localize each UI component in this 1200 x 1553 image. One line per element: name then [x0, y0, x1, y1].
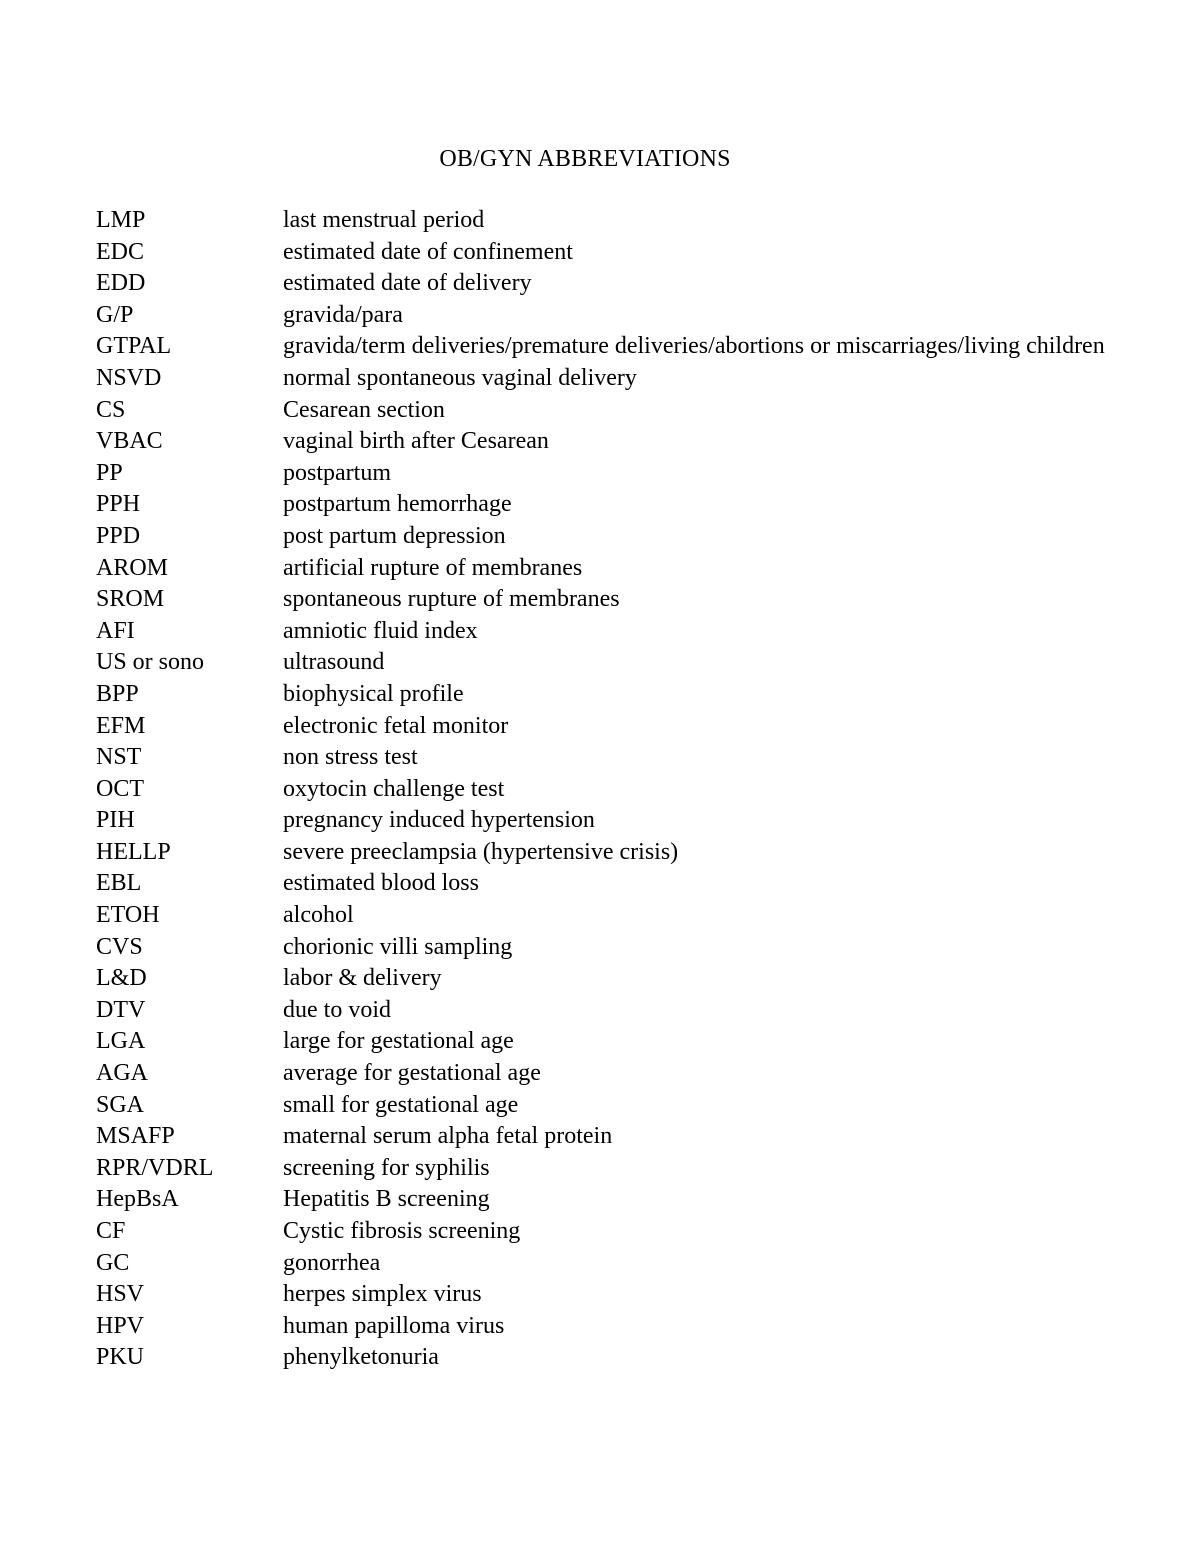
- abbreviation-term: PPD: [96, 522, 141, 549]
- abbreviation-row: [96, 1153, 1146, 1185]
- abbreviation-term: PPH: [96, 491, 141, 518]
- abbreviation-definition: estimated date of confinement: [283, 238, 573, 265]
- abbreviation-definition: labor & delivery: [283, 965, 442, 992]
- abbreviation-definition: maternal serum alpha fetal protein: [283, 1123, 613, 1150]
- abbreviation-definition: herpes simplex virus: [283, 1281, 482, 1308]
- abbreviation-term: LMP: [96, 207, 146, 233]
- abbreviation-definition: gravida/term deliveries/premature deliveries/abortions or miscarriages/living children: [283, 333, 1105, 360]
- abbreviation-row: [96, 395, 1146, 427]
- abbreviation-definition: post partum depression: [283, 522, 506, 549]
- abbreviation-term: NST: [96, 744, 142, 771]
- abbreviation-term: EDD: [96, 270, 146, 297]
- abbreviation-definition: small for gestational age: [283, 1091, 519, 1118]
- abbreviation-definition: due to void: [283, 996, 391, 1023]
- abbreviation-row: [96, 963, 1146, 995]
- abbreviation-definition: amniotic fluid index: [283, 617, 478, 644]
- abbreviation-definition: gravida/para: [283, 301, 403, 328]
- abbreviation-definition: oxytocin challenge test: [283, 775, 505, 802]
- abbreviation-definition: estimated date of delivery: [283, 270, 532, 297]
- abbreviation-row: [96, 426, 1146, 458]
- abbreviation-term: SROM: [96, 586, 165, 613]
- abbreviation-definition: non stress test: [283, 744, 418, 771]
- abbreviation-term: RPR/VDRL: [96, 1154, 214, 1181]
- abbreviation-term: SGA: [96, 1091, 145, 1118]
- abbreviation-definition: severe preeclampsia (hypertensive crisis): [283, 838, 679, 865]
- abbreviation-term: CVS: [96, 933, 143, 960]
- abbreviation-definition: ultrasound: [283, 649, 385, 676]
- abbreviation-term: HELLP: [96, 838, 171, 865]
- abbreviation-row: [96, 268, 1146, 300]
- abbreviation-row: [96, 868, 1146, 900]
- abbreviation-definition: normal spontaneous vaginal delivery: [283, 364, 637, 391]
- abbreviation-term: EBL: [96, 870, 142, 897]
- abbreviation-row: [96, 1184, 1146, 1216]
- abbreviation-row: [96, 1311, 1146, 1343]
- abbreviation-row: [96, 900, 1146, 932]
- abbreviation-term: G/P: [96, 301, 134, 328]
- abbreviation-definition: human papilloma virus: [283, 1312, 505, 1339]
- abbreviation-row: [96, 553, 1146, 585]
- abbreviation-term: US or sono: [96, 649, 205, 676]
- abbreviation-row: [96, 742, 1146, 774]
- abbreviation-row: [96, 1026, 1146, 1058]
- abbreviation-definition: Cesarean section: [283, 396, 445, 423]
- abbreviation-row: [96, 805, 1146, 837]
- abbreviation-definition: average for gestational age: [283, 1060, 541, 1087]
- abbreviation-row: [96, 331, 1146, 363]
- abbreviation-term: HPV: [96, 1312, 145, 1339]
- abbreviation-term: PIH: [96, 807, 135, 834]
- abbreviation-definition: electronic fetal monitor: [283, 712, 509, 739]
- abbreviation-row: [96, 679, 1146, 711]
- abbreviation-row: [96, 584, 1146, 616]
- abbreviation-definition: spontaneous rupture of membranes: [283, 586, 620, 613]
- abbreviation-row: [96, 995, 1146, 1027]
- abbreviation-row: [96, 1248, 1146, 1280]
- abbreviation-definition: chorionic villi sampling: [283, 933, 513, 960]
- abbreviation-definition: last menstrual period: [283, 207, 485, 233]
- abbreviation-term: HSV: [96, 1281, 145, 1308]
- abbreviation-definition: gonorrhea: [283, 1249, 381, 1276]
- abbreviation-row: [96, 521, 1146, 553]
- abbreviation-term: ETOH: [96, 902, 160, 929]
- abbreviation-term: CF: [96, 1218, 126, 1244]
- abbreviation-term: OCT: [96, 775, 144, 802]
- abbreviation-term: HepBsA: [96, 1186, 179, 1213]
- abbreviation-term: DTV: [96, 996, 146, 1023]
- abbreviation-row: [96, 1216, 1146, 1248]
- abbreviation-definition: artificial rupture of membranes: [283, 554, 583, 581]
- abbreviation-row: [96, 1121, 1146, 1153]
- abbreviation-row: [96, 616, 1146, 648]
- abbreviation-row: [96, 489, 1146, 521]
- abbreviation-list: [96, 205, 1146, 1374]
- abbreviation-definition: pregnancy induced hypertension: [283, 807, 595, 834]
- abbreviation-term: EDC: [96, 238, 144, 265]
- abbreviation-term: LGA: [96, 1028, 146, 1055]
- abbreviation-definition: vaginal birth after Cesarean: [283, 428, 549, 455]
- abbreviation-definition: biophysical profile: [283, 680, 464, 707]
- abbreviation-row: [96, 1090, 1146, 1122]
- abbreviation-term: GTPAL: [96, 333, 172, 360]
- abbreviation-row: [96, 458, 1146, 490]
- abbreviation-row: [96, 205, 1146, 237]
- abbreviation-term: AFI: [96, 617, 135, 644]
- abbreviation-row: [96, 1279, 1146, 1311]
- abbreviation-row: [96, 711, 1146, 743]
- abbreviation-term: AGA: [96, 1060, 148, 1087]
- abbreviation-definition: postpartum hemorrhage: [283, 491, 512, 518]
- abbreviation-definition: large for gestational age: [283, 1028, 514, 1055]
- abbreviation-term: MSAFP: [96, 1123, 175, 1150]
- abbreviation-row: [96, 837, 1146, 869]
- abbreviation-row: [96, 1058, 1146, 1090]
- page-title: OB/GYN ABBREVIATIONS: [439, 146, 731, 172]
- abbreviation-term: PKU: [96, 1344, 145, 1371]
- abbreviation-term: NSVD: [96, 364, 162, 391]
- abbreviation-row: [96, 300, 1146, 332]
- abbreviation-term: BPP: [96, 680, 139, 707]
- abbreviation-row: [96, 237, 1146, 269]
- abbreviation-definition: screening for syphilis: [283, 1154, 490, 1181]
- abbreviation-definition: Cystic fibrosis screening: [283, 1218, 521, 1244]
- abbreviation-row: [96, 932, 1146, 964]
- abbreviation-definition: estimated blood loss: [283, 870, 479, 897]
- abbreviation-term: CS: [96, 396, 126, 423]
- abbreviation-term: AROM: [96, 554, 169, 581]
- abbreviation-term: L&D: [96, 965, 147, 992]
- abbreviation-row: [96, 363, 1146, 395]
- abbreviation-definition: phenylketonuria: [283, 1344, 439, 1371]
- abbreviation-term: GC: [96, 1249, 130, 1276]
- abbreviation-row: [96, 1342, 1146, 1374]
- abbreviation-row: [96, 774, 1146, 806]
- abbreviation-definition: postpartum: [283, 459, 391, 486]
- abbreviation-definition: alcohol: [283, 902, 354, 929]
- abbreviation-term: VBAC: [96, 428, 163, 455]
- abbreviation-term: EFM: [96, 712, 146, 739]
- abbreviation-definition: Hepatitis B screening: [283, 1186, 490, 1213]
- abbreviation-term: PP: [96, 459, 123, 486]
- abbreviation-row: [96, 647, 1146, 679]
